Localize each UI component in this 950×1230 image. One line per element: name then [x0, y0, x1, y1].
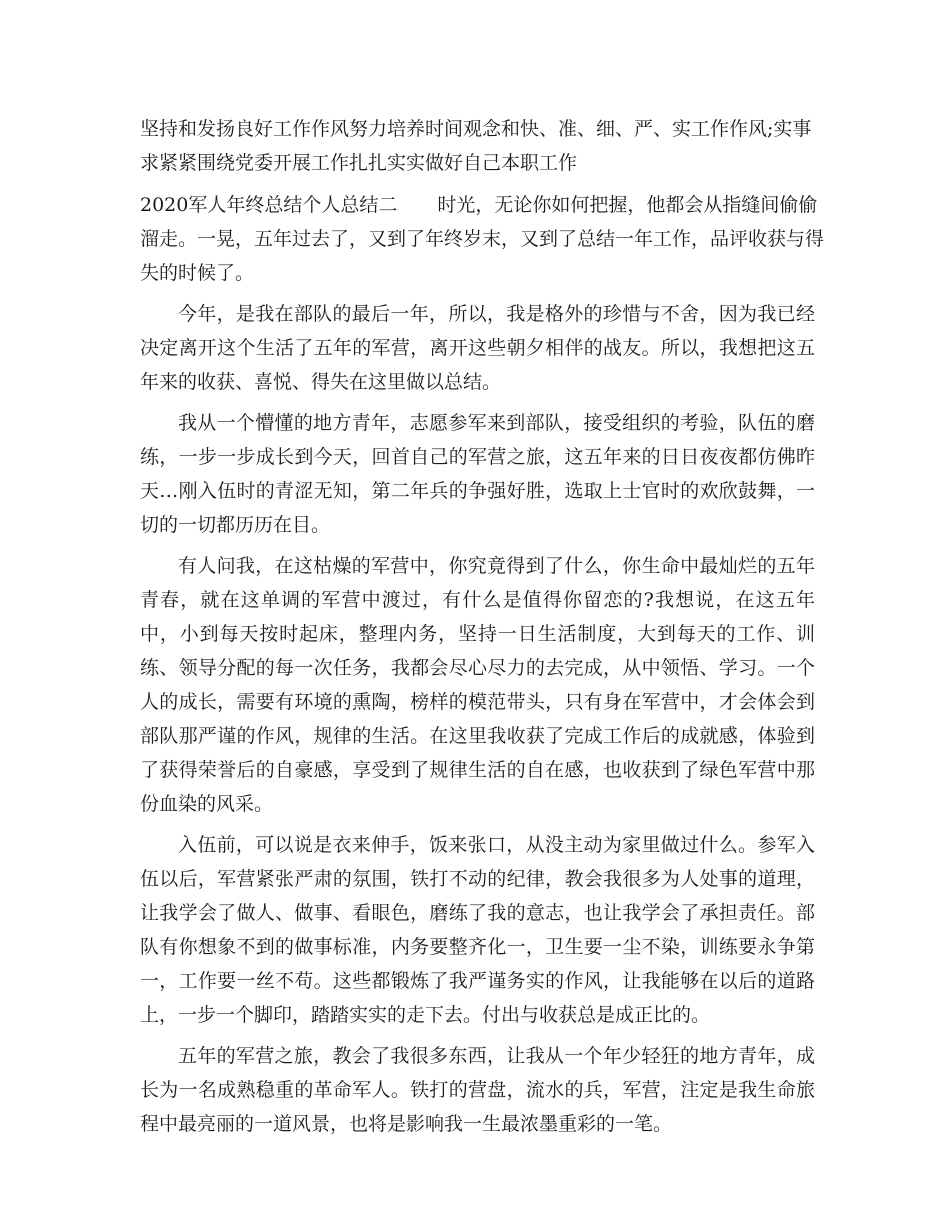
opening-line: 求紧紧围绕党委开展工作扎扎实实做好自己本职工作 — [140, 152, 578, 174]
section-heading-line — [140, 188, 818, 222]
document-body — [140, 112, 825, 1141]
body-paragraph: 五年的军营之旅，教会了我很多东西，让我从一个年少轻狂的地方青年，成长为一名成熟稳重的革命军人。铁打的营盘，流水的兵，军营，注定是我生命旅程中最亮丽的一道风景，也将是影响我一生最浓墨重彩的一笔。 — [140, 1045, 815, 1135]
opening-line: 坚持和发扬良好工作作风努力培养时间观念和快、准、细、严、实工作作风;实事 — [140, 118, 812, 140]
body-paragraph: 有人问我，在这枯燥的军营中，你究竟得到了什么，你生命中最灿烂的五年青春，就在这单调的军营中渡过，有什么是值得你留恋的?我想说，在这五年中，小到每天按时起床，整理内务，坚持一日生活制度，大到每天的工作、训练、领导分配的每一次任务，我都会尽心尽力的去完成，从中领悟、学习。一个人的成长，需要有环境的熏陶，榜样的模范带头，只有身在军营中，才会体会到部队那严谨的作风，规律的生活。在这里我收获了完成工作后的成就感，体验到了获得荣誉后的自豪感，享受到了规律生活的自在感，也收获到了绿色军营中那份血染的风采。 — [140, 555, 815, 815]
section-intro-line: 溜走。一晃，五年过去了，又到了年终岁末，又到了总结一年工作，品评收获与得 — [140, 228, 825, 250]
body-paragraph: 今年，是我在部队的最后一年，所以，我是格外的珍惜与不舍，因为我已经决定离开这个生活了五年的军营，离开这些朝夕相伴的战友。所以，我想把这五年来的收获、喜悦、得失在这里做以总结。 — [140, 303, 815, 393]
section-intro — [140, 188, 825, 290]
body-paragraph: 我从一个懵懂的地方青年，志愿参军来到部队，接受组织的考验，队伍的磨练，一步一步成长到今天，回首自己的军营之旅，这五年来的日日夜夜都仿佛昨天…刚入伍时的青涩无知，第二年兵的争强好胜，选取上士官时的欢欣鼓舞，一切的一切都历历在目。 — [140, 412, 815, 536]
section-intro-text: 时光，无论你如何把握，他都会从指缝间偷偷 — [437, 194, 818, 216]
opening-text — [140, 112, 815, 180]
section-intro-line: 失的时候了。 — [140, 262, 255, 284]
section-heading: 2020军人年终总结个人总结二 — [140, 194, 398, 216]
body-paragraph: 入伍前，可以说是衣来伸手，饭来张口，从没主动为家里做过什么。参军入伍以后，军营紧张严肃的氛围，铁打不动的纪律，教会我很多为人处事的道理，让我学会了做人、做事、看眼色，磨练了我的意志，也让我学会了承担责任。部队有你想象不到的做事标准，内务要整齐化一，卫生要一尘不染，训练要永争第一，工作要一丝不苟。这些都锻炼了我严谨务实的作风，让我能够在以后的道路上，一步一个脚印，踏踏实实的走下去。付出与收获总是成正比的。 — [140, 834, 815, 1026]
